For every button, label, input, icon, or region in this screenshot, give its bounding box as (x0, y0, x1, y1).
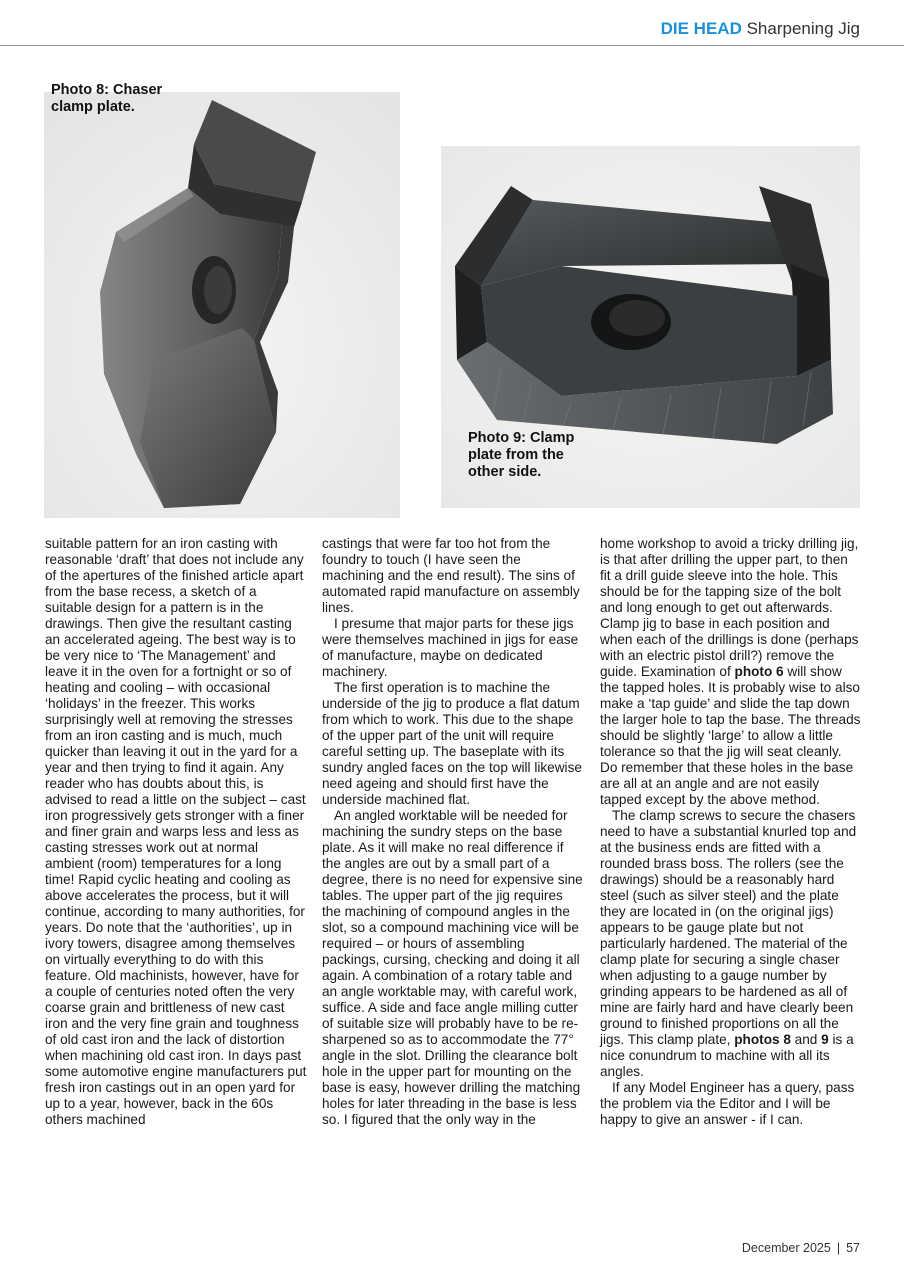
paragraph: suitable pattern for an iron casting with reasonable ‘draft’ that does not include any of the apertures of the finished article apart from the base recess, a sketch of a suitable design for a pattern is in the drawings. Then give the resultant casting an accelerated ageing. The best way is to be very nice to ‘The Management’ and leave it in the oven for a fortnight or so of heating and cooling – with occasional ‘holidays’ in the freezer. This works surprisingly well at removing the stresses from an iron casting and is much, much quicker than leaving it out in the yard for a year and then trying to find it again. Any reader who has doubts about this, is advised to read a little on the subject – cast iron progressively gets stronger with a finer and finer grain and warps less and less as casting stresses work out at normal ambient (room) temperatures for a long time! Rapid cyclic heating and cooling as above accelerates the process, but it will continue, according to many authorities, for years. Do note that the ‘authorities’, up in ivory towers, disagree among themselves on virtually everything to do with this feature. Old machinists, however, have for a couple of centuries noted often the very coarse grain and brittleness of new cast iron and the very fine grain and toughness of old cast iron and the lack of distortion when machining old cast iron. In days past some automotive engine manufacturers put fresh iron castings out in an open yard for up to a year, however, back in the 60s others machined (45, 536, 307, 1127)
text-run: and (794, 1032, 818, 1047)
paragraph: If any Model Engineer has a query, pass the problem via the Editor and I will be happy to give an answer - if I can. (600, 1080, 855, 1127)
issue-date: December 2025 (741, 1241, 831, 1255)
paragraph: I presume that major parts for these jigs were themselves machined in jigs for ease of manufacture, maybe on dedicated machinery. (322, 616, 579, 679)
photo-8-clamp-plate (44, 92, 400, 518)
text-run: is a nice conundrum to machine with all its angles. (600, 1032, 854, 1079)
page-number: 57 (846, 1241, 860, 1255)
text-run: The clamp screws to secure the chasers need to have a substantial knurled top and at the business ends are fitted with a rounded brass boss. The rollers (see the drawings) should be a reasonably hard steel (such as silver steel) and the plate they are located in (on the original jigs) appears to be gauge plate but not particularly hardened. The material of the clamp plate for securing a single chaser when adjusting to a gauge number by grinding appears to be hardened as all of mine are fairly hard and have clearly been ground to finished proportions on all the jigs. This clamp plate, (600, 808, 857, 1047)
photo-reference: 9 (821, 1032, 829, 1047)
photo-reference: photo 6 (734, 664, 784, 679)
text-column-3 (600, 536, 862, 1128)
page-footer (742, 1241, 860, 1255)
photo-9-caption: Photo 9: Clamp plate from the other side. (468, 430, 575, 480)
photo-8-caption: Photo 8: Chaser clamp plate. (51, 82, 163, 115)
text-run: home workshop to avoid a tricky drilling jig, is that after drilling the upper part, to then fit a drill guide sleeve into the hole. This should be for the tapping size of the bolt and long enough to get out afterwards. Clamp jig to base in each position and when each of the drillings is done (perhaps with an electric pistol drill?) remove the guide. Examination of (600, 536, 859, 679)
running-header (661, 18, 860, 40)
photo-8-image (44, 92, 400, 518)
header-keyword: DIE HEAD (660, 19, 742, 38)
paragraph (600, 536, 862, 808)
header-rule (0, 45, 904, 46)
paragraph: An angled worktable will be needed for machining the sundry steps on the base plate. As it will make no real difference if the angles are out by a small part of a degree, there is no need for expensive sine tables. The upper part of the jig requires the machining of compound angles in the slot, so a compound machining vice will be required – or hours of assembling packings, cursing, checking and doing it all again. A combination of a rotary table and an angle worktable may, with careful work, suffice. A side and face angle milling cutter of suitable size will probably have to be re-sharpened so as to accommodate the 77° angle in the slot. Drilling the clearance bolt hole in the upper part for mounting on the base is easy, however drilling the matching holes for later threading in the base is less so. I figured that the only way in the (322, 808, 583, 1127)
text-run: will show the tapped holes. It is probably wise to also make a ‘tap guide’ and slide the tap down the larger hole to tap the base. The threads should be slightly ‘large’ to allow a little tolerance so that the jig will seat cleanly. Do remember that these holes in the base are all at an angle and are not easily tapped except by the above method. (600, 664, 861, 807)
text-column-1 (45, 536, 307, 1128)
photo-reference: photos 8 (734, 1032, 791, 1047)
header-title: Sharpening Jig (746, 19, 860, 38)
paragraph: castings that were far too hot from the foundry to touch (I have seen the machining and the end result). The sins of automated rapid manufacture on assembly lines. (322, 536, 580, 615)
text-column-2 (322, 536, 584, 1128)
paragraph: The first operation is to machine the underside of the jig to produce a flat datum from which to work. This due to the shape of the upper part of the unit will require careful setting up. The baseplate with its sundry angled faces on the top will likewise need ageing and should first have the underside machined flat. (322, 680, 582, 807)
footer-separator: | (836, 1241, 841, 1255)
paragraph (600, 808, 862, 1080)
